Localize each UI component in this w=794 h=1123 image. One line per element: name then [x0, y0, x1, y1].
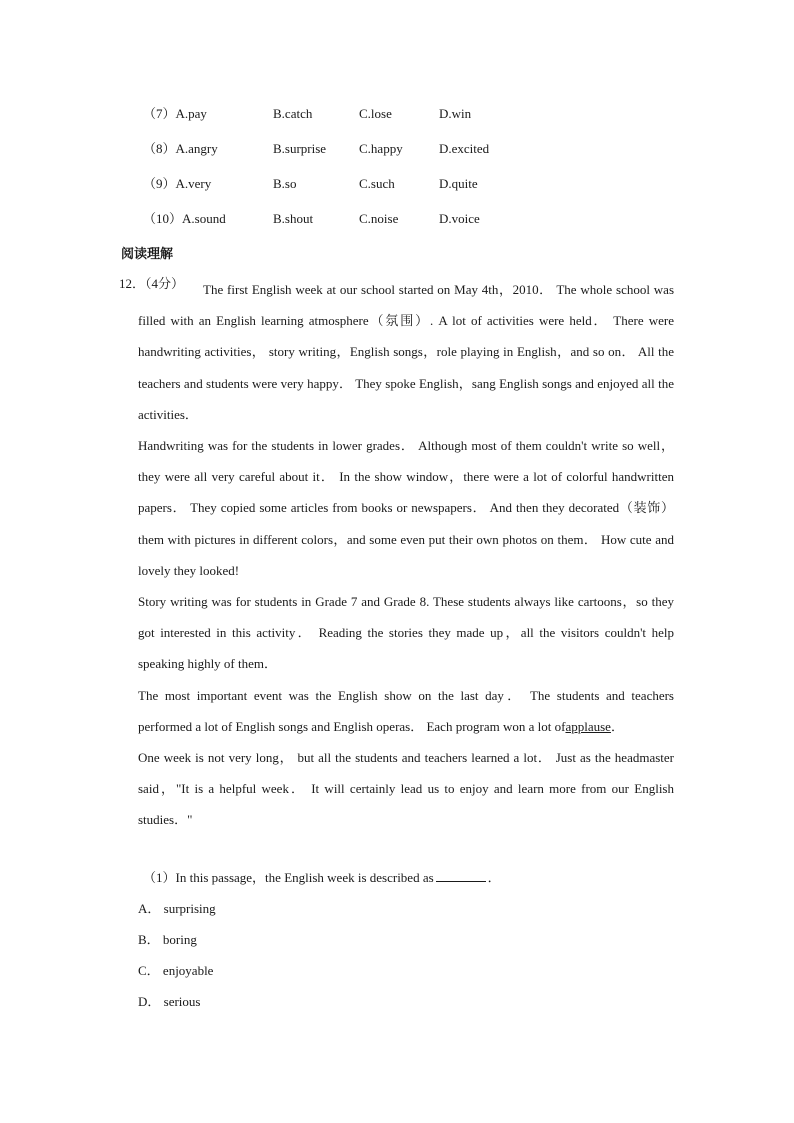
passage-paragraph: The first English week at our school started on May 4th，2010． The whole school was filled with an English learning atmosphere（氛围）. A lot of activities were held． There were handwriting activities， story writing，English songs，role playing in English，and so on． All the teachers and students were very happy． They spoke English，sang English songs and enjoyed all the activities． — [138, 282, 674, 422]
answer-blank — [436, 869, 486, 882]
option-d: D.quite — [439, 176, 478, 191]
option-d: D.voice — [439, 211, 480, 226]
option-a-text: A.sound — [182, 211, 226, 226]
sub-question-number: （1） — [143, 870, 176, 885]
option-number: （9） — [143, 176, 176, 191]
option-b: B.catch — [273, 106, 313, 121]
option-number: （10） — [143, 211, 183, 226]
question-number: 12．（4分） — [119, 276, 185, 291]
sub-question-1 — [143, 868, 501, 888]
option-a-text: A.angry — [175, 141, 218, 156]
choice-d[interactable]: D． serious — [138, 994, 201, 1009]
option-c: C.lose — [359, 106, 392, 121]
option-row-7 — [0, 104, 794, 124]
underlined-word: applause — [565, 718, 611, 734]
option-c: C.happy — [359, 141, 403, 156]
section-title: 阅读理解 — [121, 247, 174, 262]
passage-paragraph: One week is not very long， but all the students and teachers learned a lot． Just as the headmaster said，"It is a helpful week． It will certainly lead us to enjoy and learn more from our English studies．" — [138, 750, 674, 828]
choice-b[interactable]: B． boring — [138, 932, 197, 947]
option-a-text: A.pay — [175, 106, 207, 121]
passage-paragraph — [138, 680, 674, 742]
paragraph-end: ． — [610, 718, 624, 734]
option-row-10 — [0, 209, 794, 229]
option-c: C.such — [359, 176, 395, 191]
option-a — [143, 174, 211, 194]
passage-paragraph: Story writing was for students in Grade 7 and Grade 8. These students always like cartoons，so they got interested in this activity． Reading the stories they made up，all the visitors couldn't help speaking highly of them． — [138, 594, 674, 672]
passage-paragraph: Handwriting was for the students in lower grades． Although most of them couldn't write so well，they were all very careful about it． In the show window，there were a lot of colorful handwritten papers． They copied some articles from books or newspapers． And then they decorated（装饰）them with pictures in different colors，and some even put their own photos on them． How cute and lovely they looked! — [138, 438, 674, 578]
option-a — [143, 139, 218, 159]
option-number: （8） — [143, 141, 176, 156]
option-d: D.win — [439, 106, 472, 121]
option-b: B.surprise — [273, 141, 327, 156]
option-a-text: A.very — [175, 176, 212, 191]
choice-a[interactable]: A． surprising — [138, 901, 216, 916]
option-a — [143, 209, 226, 229]
option-a — [143, 104, 207, 124]
option-c: C.noise — [359, 211, 399, 226]
option-number: （7） — [143, 106, 176, 121]
option-row-9 — [0, 174, 794, 194]
option-row-8 — [0, 139, 794, 159]
option-b: B.so — [273, 176, 297, 191]
sub-question-text: In this passage，the English week is described as — [175, 870, 434, 885]
paragraph-text: The most important event was the English show on the last day． The students and teachers performed a lot of English songs and English operas． Each program won a lot of — [138, 687, 674, 734]
option-d: D.excited — [439, 141, 490, 156]
choice-c[interactable]: C． enjoyable — [138, 963, 214, 978]
reading-passage — [138, 274, 674, 836]
option-b: B.shout — [273, 211, 314, 226]
sub-question-end: ． — [487, 870, 501, 885]
